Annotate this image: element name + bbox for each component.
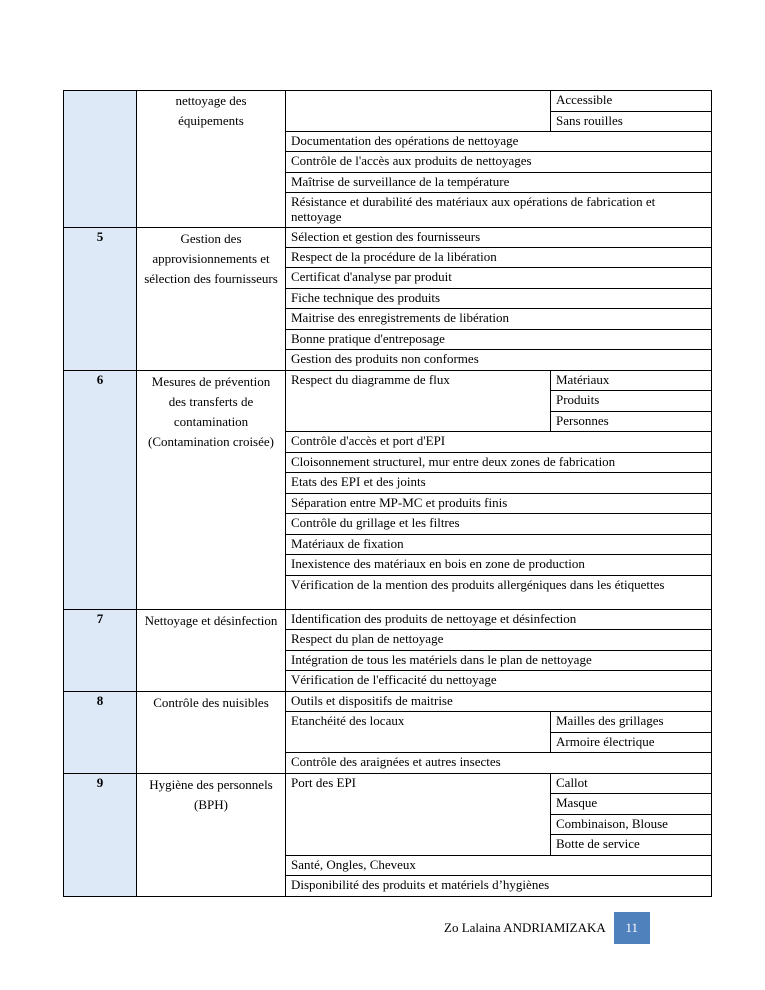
- criterion-item: Contrôle d'accès et port d'EPI: [286, 432, 712, 453]
- sub-item: Accessible: [551, 91, 712, 112]
- criterion-item: Documentation des opérations de nettoyage: [286, 132, 712, 152]
- section-number: 6: [64, 371, 137, 610]
- criterion-item: Contrôle du grillage et les filtres: [286, 514, 712, 535]
- sub-item: Mailles des grillages: [551, 712, 712, 733]
- section-category: nettoyage des équipements: [137, 91, 286, 228]
- criterion-item: Résistance et durabilité des matériaux aux opérations de fabrication et nettoyage: [286, 193, 712, 228]
- criterion-item: Respect du plan de nettoyage: [286, 630, 712, 651]
- table-row: [64, 774, 712, 794]
- group-label: Port des EPI: [286, 774, 551, 856]
- author-name: Zo Lalaina ANDRIAMIZAKA: [444, 920, 606, 935]
- criterion-item: Intégration de tous les matériels dans le plan de nettoyage: [286, 651, 712, 671]
- sub-item: Armoire électrique: [551, 733, 712, 753]
- criterion-item: Santé, Ongles, Cheveux: [286, 856, 712, 876]
- criteria-table: [63, 90, 712, 897]
- table-row: [64, 610, 712, 630]
- criterion-item: Maîtrise de surveillance de la température: [286, 173, 712, 193]
- page-footer: [444, 912, 650, 944]
- sub-item: Masque: [551, 794, 712, 815]
- table-row: [64, 228, 712, 248]
- criterion-item: Fiche technique des produits: [286, 289, 712, 309]
- section-category: Contrôle des nuisibles: [137, 692, 286, 774]
- table-row: [64, 371, 712, 391]
- sub-item: Callot: [551, 774, 712, 794]
- criterion-item: Identification des produits de nettoyage et désinfection: [286, 610, 712, 630]
- sub-item: Produits: [551, 391, 712, 412]
- sub-item: Combinaison, Blouse: [551, 815, 712, 835]
- sub-item: Personnes: [551, 412, 712, 432]
- sub-item: Botte de service: [551, 835, 712, 856]
- criterion-item: Inexistence des matériaux en bois en zone de production: [286, 555, 712, 576]
- criterion-item: Gestion des produits non conformes: [286, 350, 712, 371]
- group-label: Respect du diagramme de flux: [286, 371, 551, 432]
- criterion-item: Etats des EPI et des joints: [286, 473, 712, 494]
- section-category: Mesures de prévention des transferts de contamination (Contamination croisée): [137, 371, 286, 610]
- criterion-item: Vérification de l'efficacité du nettoyage: [286, 671, 712, 692]
- criterion-item: Contrôle de l'accès aux produits de nettoyages: [286, 152, 712, 173]
- section-number: 5: [64, 228, 137, 371]
- criterion-item: Sélection et gestion des fournisseurs: [286, 228, 712, 248]
- sub-item: Matériaux: [551, 371, 712, 391]
- criterion-item: Certificat d'analyse par produit: [286, 268, 712, 289]
- section-category: Nettoyage et désinfection: [137, 610, 286, 692]
- criterion-item: Contrôle des araignées et autres insectes: [286, 753, 712, 774]
- section-category: Hygiène des personnels (BPH): [137, 774, 286, 897]
- section-category: Gestion des approvisionnements et sélection des fournisseurs: [137, 228, 286, 371]
- criterion-item: Maitrise des enregistrements de libération: [286, 309, 712, 330]
- table-row: [64, 692, 712, 712]
- criterion-item: Disponibilité des produits et matériels d’hygiènes: [286, 876, 712, 897]
- section-number: 7: [64, 610, 137, 692]
- table-row: [64, 91, 712, 112]
- criterion-item: Outils et dispositifs de maitrise: [286, 692, 712, 712]
- group-label: Etanchéité des locaux: [286, 712, 551, 753]
- section-number: 8: [64, 692, 137, 774]
- section-number: [64, 91, 137, 228]
- section-number: 9: [64, 774, 137, 897]
- criterion-item: Bonne pratique d'entreposage: [286, 330, 712, 350]
- criterion-item: Cloisonnement structurel, mur entre deux zones de fabrication: [286, 453, 712, 473]
- continued-group-cell: [286, 91, 551, 132]
- criterion-item: Vérification de la mention des produits allergéniques dans les étiquettes: [286, 576, 712, 610]
- page-number-badge: 11: [614, 912, 650, 944]
- criterion-item: Séparation entre MP-MC et produits finis: [286, 494, 712, 514]
- criterion-item: Matériaux de fixation: [286, 535, 712, 555]
- criterion-item: Respect de la procédure de la libération: [286, 248, 712, 268]
- sub-item: Sans rouilles: [551, 112, 712, 132]
